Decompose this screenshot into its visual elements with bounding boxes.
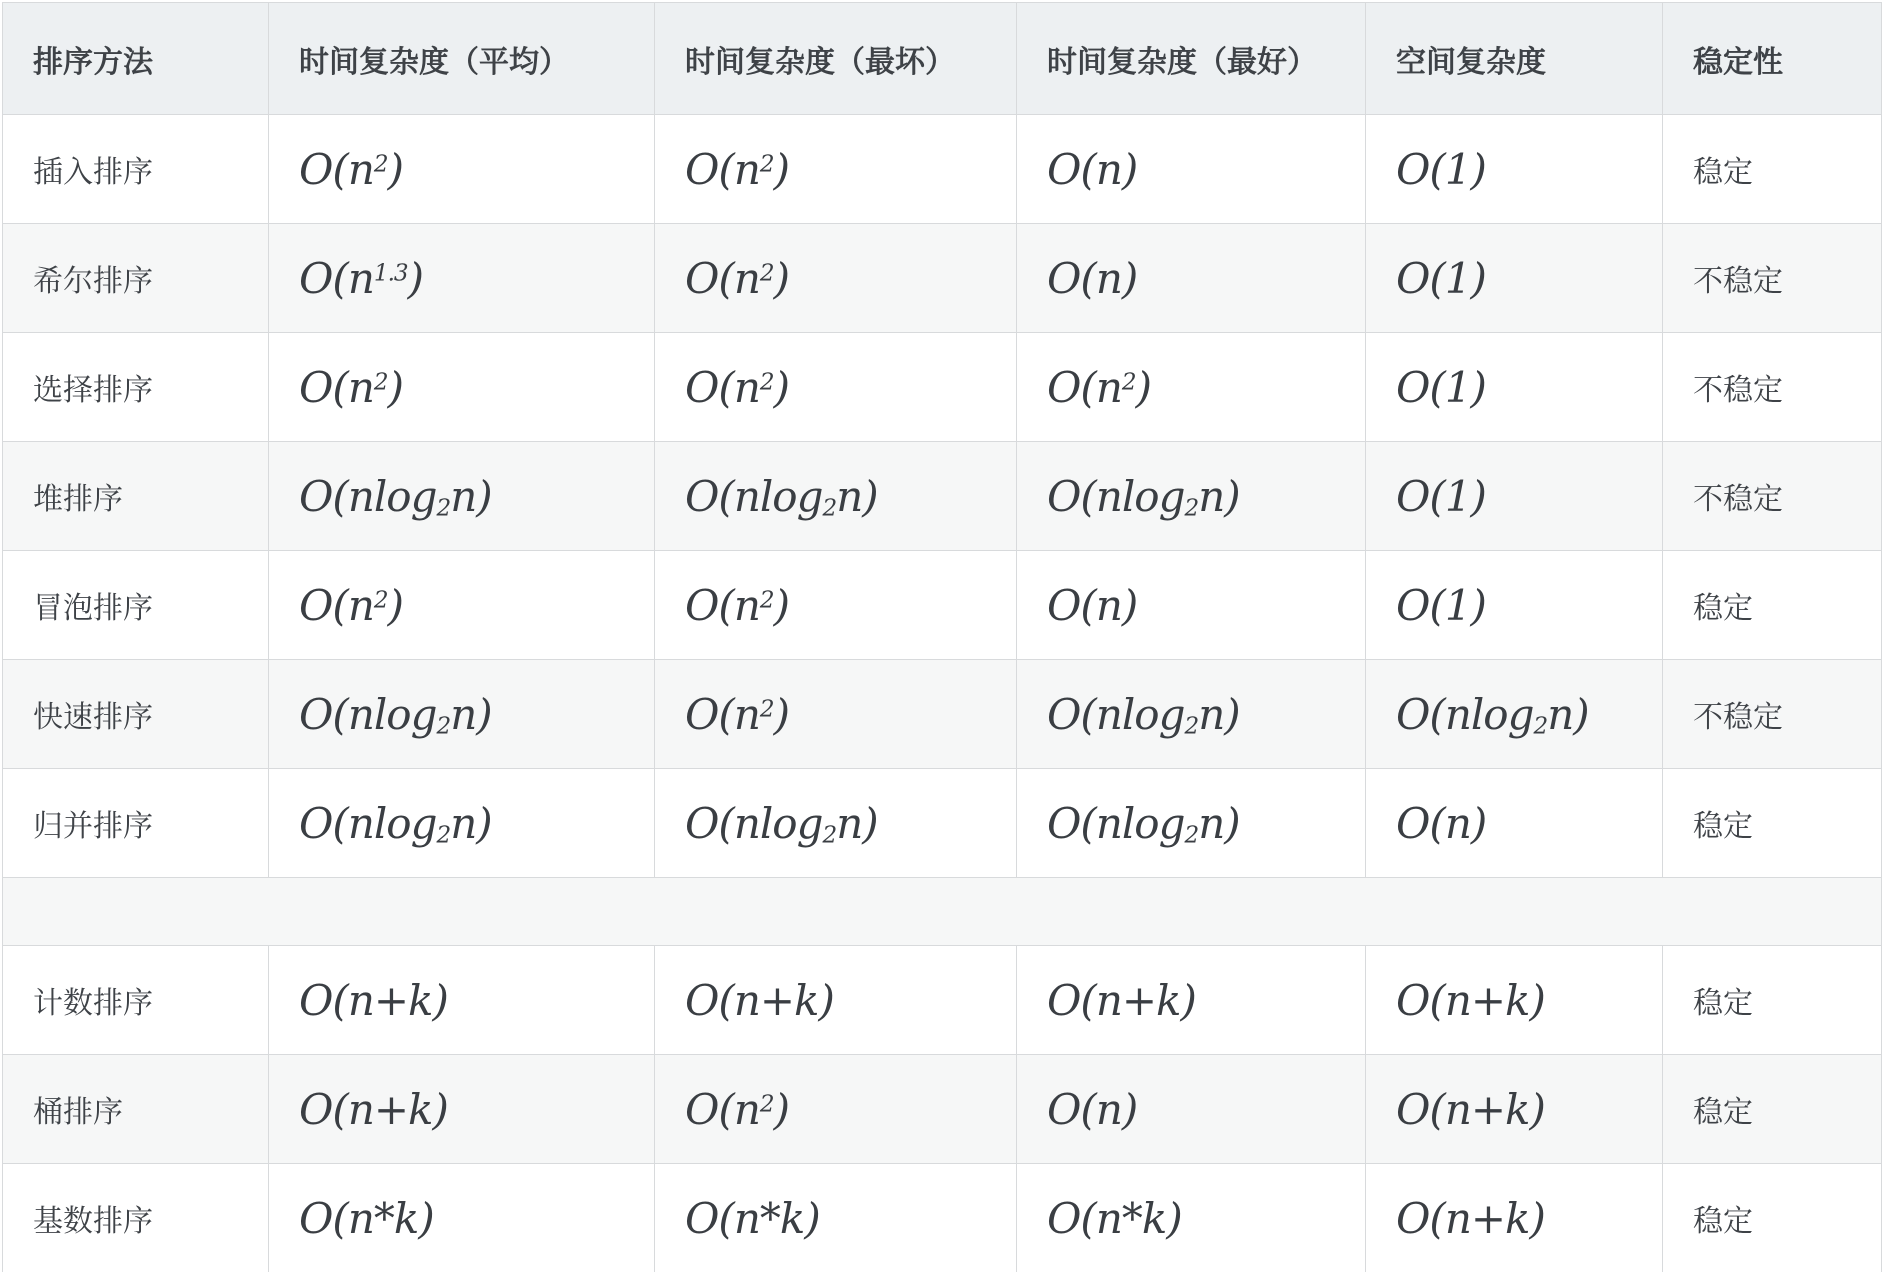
table-row — [3, 946, 1882, 1055]
complexity-cell-space: O(n) — [1366, 769, 1663, 878]
complexity-cell-worst: $O(n^2)$ — [655, 333, 1017, 442]
stability-cell: 不稳定 — [1663, 660, 1882, 769]
header-row — [3, 3, 1882, 115]
complexity-cell-worst: O(n+k) — [655, 946, 1017, 1055]
complexity-cell-space: O(1) — [1366, 551, 1663, 660]
column-header: 时间复杂度（平均） — [269, 3, 655, 115]
stability-cell: 稳定 — [1663, 1164, 1882, 1272]
complexity-cell-best: O(n) — [1017, 224, 1366, 333]
column-header: 排序方法 — [3, 3, 269, 115]
complexity-cell-avg: $O(n^2)$ — [269, 551, 655, 660]
complexity-cell-worst: O(n*k) — [655, 1164, 1017, 1272]
complexity-cell-worst: $O(n^2)$ — [655, 1055, 1017, 1164]
table-row — [3, 660, 1882, 769]
table-row — [3, 224, 1882, 333]
spacer-row — [3, 878, 1882, 946]
complexity-cell-space: O(1) — [1366, 333, 1663, 442]
method-cell: 桶排序 — [3, 1055, 269, 1164]
complexity-cell-space: O(n+k) — [1366, 1055, 1663, 1164]
complexity-cell-avg: O(n+k) — [269, 946, 655, 1055]
stability-cell: 稳定 — [1663, 115, 1882, 224]
complexity-cell-worst: O(nlog$_2$n) — [655, 442, 1017, 551]
stability-cell: 不稳定 — [1663, 224, 1882, 333]
stability-cell: 稳定 — [1663, 946, 1882, 1055]
method-cell: 计数排序 — [3, 946, 269, 1055]
complexity-cell-best: O(n) — [1017, 1055, 1366, 1164]
column-header: 稳定性 — [1663, 3, 1882, 115]
complexity-cell-best: O(n*k) — [1017, 1164, 1366, 1272]
complexity-cell-worst: $O(n^2)$ — [655, 660, 1017, 769]
method-cell: 冒泡排序 — [3, 551, 269, 660]
column-header: 时间复杂度（最好） — [1017, 3, 1366, 115]
column-header: 空间复杂度 — [1366, 3, 1663, 115]
method-cell: 归并排序 — [3, 769, 269, 878]
complexity-cell-space: O(nlog$_2$n) — [1366, 660, 1663, 769]
table-row — [3, 333, 1882, 442]
complexity-cell-avg: $O(n^{1.3})$ — [269, 224, 655, 333]
complexity-cell-avg: O(nlog$_2$n) — [269, 442, 655, 551]
method-cell: 插入排序 — [3, 115, 269, 224]
method-cell: 希尔排序 — [3, 224, 269, 333]
complexity-cell-best: O(nlog$_2$n) — [1017, 442, 1366, 551]
stability-cell: 稳定 — [1663, 551, 1882, 660]
table-row — [3, 769, 1882, 878]
column-header: 时间复杂度（最坏） — [655, 3, 1017, 115]
stability-cell: 不稳定 — [1663, 442, 1882, 551]
stability-cell: 稳定 — [1663, 1055, 1882, 1164]
table-row — [3, 1164, 1882, 1272]
complexity-cell-space: O(n+k) — [1366, 1164, 1663, 1272]
method-cell: 堆排序 — [3, 442, 269, 551]
complexity-cell-avg: O(n*k) — [269, 1164, 655, 1272]
spacer-cell — [3, 878, 1882, 946]
complexity-cell-best: O(n) — [1017, 115, 1366, 224]
complexity-cell-best: O(n) — [1017, 551, 1366, 660]
method-cell: 快速排序 — [3, 660, 269, 769]
complexity-cell-best: O(n+k) — [1017, 946, 1366, 1055]
table-row — [3, 442, 1882, 551]
complexity-cell-space: O(n+k) — [1366, 946, 1663, 1055]
sorting-complexity-table — [2, 2, 1882, 1272]
complexity-cell-worst: $O(n^2)$ — [655, 224, 1017, 333]
complexity-cell-avg: O(nlog$_2$n) — [269, 769, 655, 878]
complexity-cell-space: O(1) — [1366, 224, 1663, 333]
complexity-cell-avg: $O(n^2)$ — [269, 333, 655, 442]
complexity-cell-space: O(1) — [1366, 115, 1663, 224]
complexity-cell-worst: $O(n^2)$ — [655, 551, 1017, 660]
complexity-cell-best: O(nlog$_2$n) — [1017, 660, 1366, 769]
complexity-cell-avg: $O(n^2)$ — [269, 115, 655, 224]
complexity-cell-avg: O(n+k) — [269, 1055, 655, 1164]
complexity-cell-avg: O(nlog$_2$n) — [269, 660, 655, 769]
stability-cell: 不稳定 — [1663, 333, 1882, 442]
method-cell: 基数排序 — [3, 1164, 269, 1272]
complexity-cell-worst: $O(n^2)$ — [655, 115, 1017, 224]
complexity-cell-best: O(nlog$_2$n) — [1017, 769, 1366, 878]
complexity-cell-space: O(1) — [1366, 442, 1663, 551]
table-row — [3, 551, 1882, 660]
complexity-cell-worst: O(nlog$_2$n) — [655, 769, 1017, 878]
method-cell: 选择排序 — [3, 333, 269, 442]
stability-cell: 稳定 — [1663, 769, 1882, 878]
table-body — [3, 115, 1882, 1272]
table-row — [3, 1055, 1882, 1164]
table-row — [3, 115, 1882, 224]
complexity-cell-best: $O(n^2)$ — [1017, 333, 1366, 442]
